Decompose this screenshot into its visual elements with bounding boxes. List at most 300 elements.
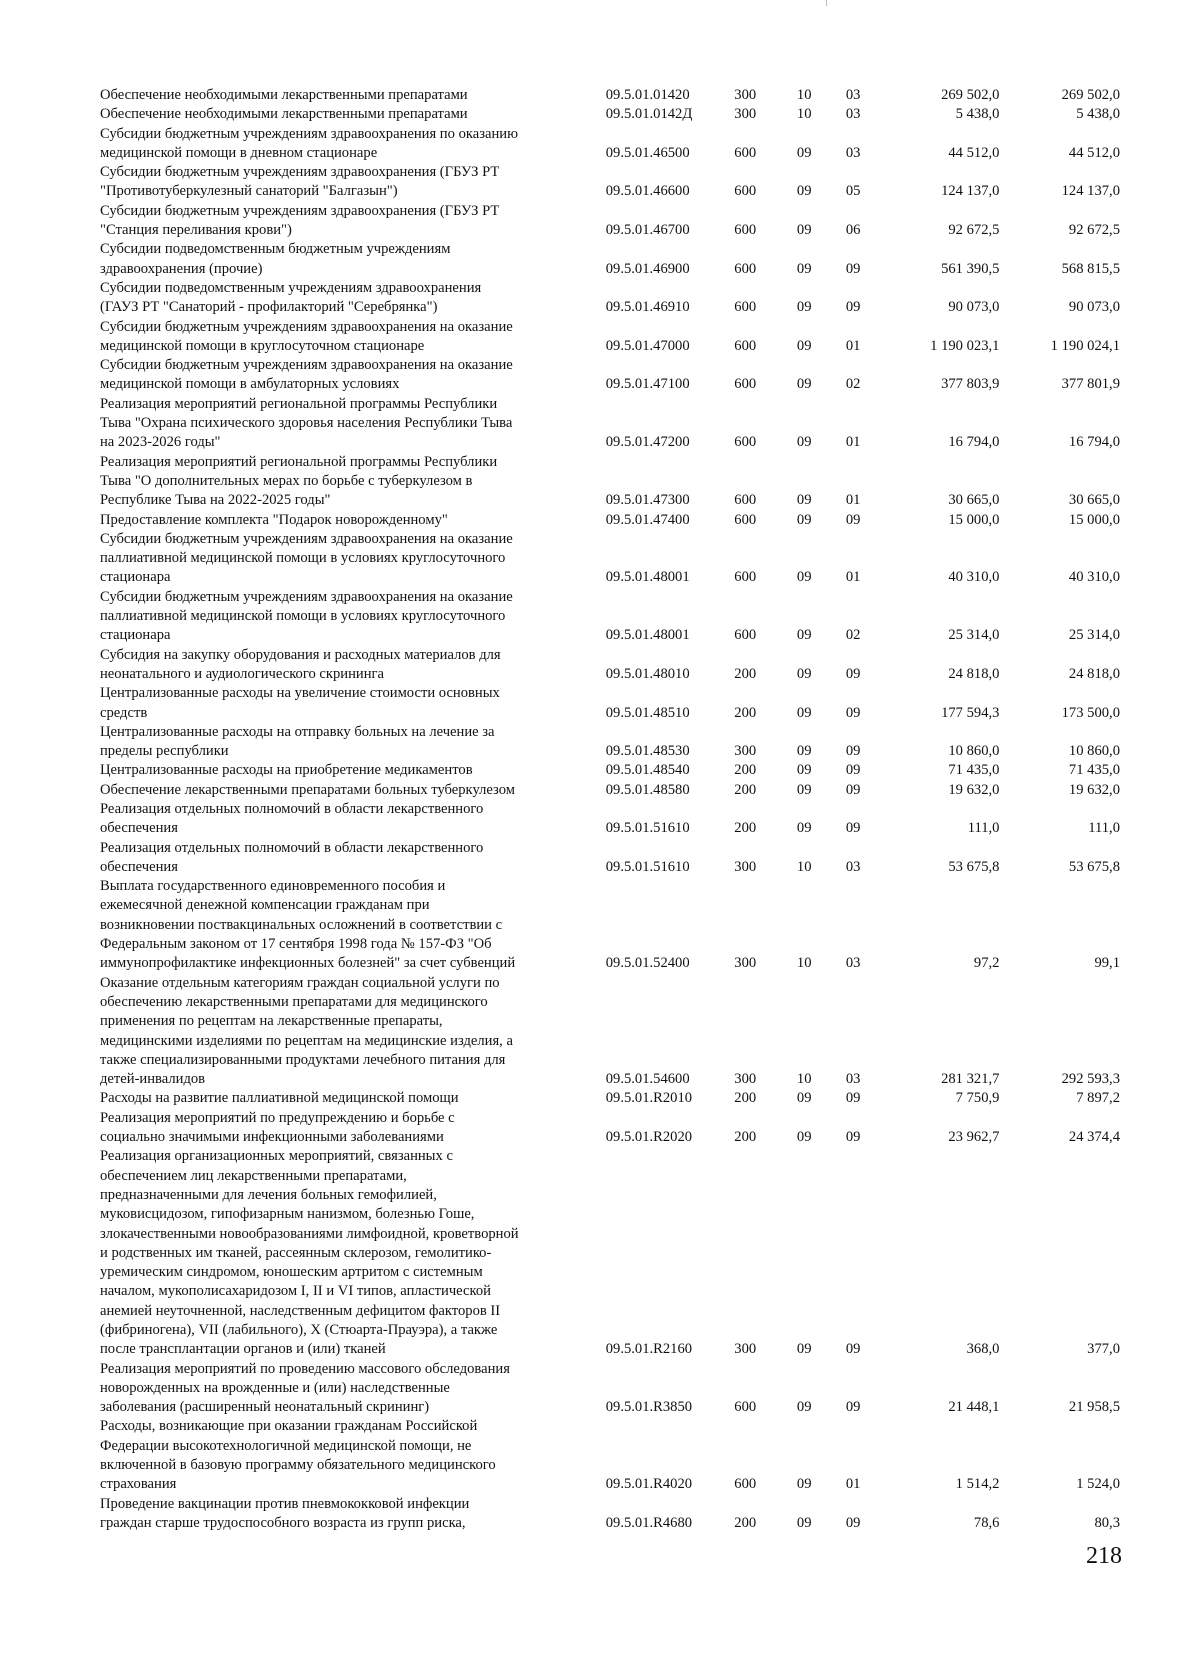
row-expense-type: 300 [734, 1341, 757, 1358]
table-row [100, 202, 1120, 241]
table-row [100, 125, 1120, 164]
row-section: 09 [796, 434, 812, 451]
row-section: 09 [796, 820, 812, 837]
row-section: 09 [796, 1341, 812, 1358]
table-row [100, 761, 1120, 780]
row-subsection: 03 [845, 1071, 861, 1088]
row-subsection: 09 [845, 260, 861, 277]
row-name-line: обеспечению лекарственными препаратами для медицинского [100, 993, 488, 1010]
row-name-line: обеспечения [100, 858, 178, 875]
row-name-line: Реализация мероприятий по проведению массового обследования [100, 1360, 510, 1377]
row-code: 09.5.01.47000 [605, 337, 690, 354]
row-subsection: 03 [845, 87, 861, 103]
row-sum-2: 377 801,9 [1061, 376, 1120, 393]
row-sum-2: 124 137,0 [1061, 183, 1120, 200]
row-sum-1: 269 502,0 [941, 87, 1000, 103]
row-sum-1: 23 962,7 [948, 1129, 1000, 1146]
row-sum-1: 92 672,5 [948, 222, 1000, 239]
row-subsection: 03 [845, 106, 861, 123]
row-name-line: предназначенными для лечения больных гемофилией, [100, 1186, 437, 1203]
row-sum-2: 7 897,2 [1076, 1090, 1120, 1107]
row-sum-1: 97,2 [973, 955, 1000, 972]
row-subsection: 09 [845, 665, 861, 682]
row-sum-2: 173 500,0 [1061, 704, 1120, 721]
row-sum-1: 1 514,2 [955, 1476, 1000, 1493]
row-code: 09.5.01.48001 [605, 569, 690, 586]
row-code: 09.5.01.48580 [605, 781, 690, 798]
row-sum-1: 44 512,0 [948, 144, 1000, 161]
row-name-line: стационара [100, 627, 171, 644]
row-code: 09.5.01.48001 [605, 627, 690, 644]
row-name [100, 395, 606, 453]
row-section: 09 [796, 743, 812, 760]
row-name-line: паллиативной медицинской помощи в условиях круглосуточного [100, 550, 506, 567]
row-expense-type: 200 [734, 1514, 757, 1531]
row-sum-2: 1 190 024,1 [1050, 337, 1120, 354]
row-name [100, 839, 606, 878]
row-code: 09.5.01.46600 [605, 183, 690, 200]
row-sum-2: 80,3 [1094, 1514, 1120, 1531]
row-expense-type: 600 [734, 511, 757, 528]
row-name-line: средств [100, 704, 148, 721]
row-expense-type: 300 [734, 87, 757, 103]
row-expense-type: 300 [734, 1071, 757, 1088]
row-expense-type: 300 [734, 858, 757, 875]
row-section: 09 [796, 492, 812, 509]
row-name [100, 511, 606, 530]
row-sum-1: 16 794,0 [948, 434, 1000, 451]
row-section: 09 [796, 1476, 812, 1493]
row-sum-2: 5 438,0 [1076, 106, 1120, 123]
table-row [100, 453, 1120, 511]
row-name-line: Субсидии бюджетным учреждениям здравоохранения на оказание [100, 530, 513, 547]
row-name-line: Тыва "Охрана психического здоровья населения Республики Тыва [100, 415, 513, 432]
row-name-line: Реализация организационных мероприятий, связанных с [100, 1148, 453, 1165]
row-code: 09.5.01.46900 [605, 260, 690, 277]
row-name-line: включенной в базовую программу обязательного медицинского [100, 1457, 496, 1474]
row-sum-2: 292 593,3 [1061, 1071, 1120, 1088]
row-name-line: Субсидии бюджетным учреждениям здравоохранения на оказание [100, 318, 513, 335]
row-expense-type: 600 [734, 183, 757, 200]
row-name-line: Расходы, возникающие при оказании гражданам Российской [100, 1418, 478, 1435]
row-subsection: 09 [845, 820, 861, 837]
row-subsection: 01 [845, 434, 861, 451]
row-sum-2: 16 794,0 [1068, 434, 1120, 451]
row-sum-2: 71 435,0 [1068, 762, 1120, 779]
row-subsection: 06 [845, 222, 861, 239]
row-name-line: "Противотуберкулезный санаторий "Балгазын") [100, 183, 398, 200]
row-name [100, 1147, 606, 1359]
row-code: 09.5.01.47300 [605, 492, 690, 509]
row-sum-2: 99,1 [1094, 955, 1120, 972]
table-row [100, 800, 1120, 839]
row-name-line: детей-инвалидов [100, 1071, 206, 1088]
row-code: 09.5.01.R4020 [605, 1476, 693, 1493]
table-row [100, 839, 1120, 878]
row-name-line: Реализация отдельных полномочий в области лекарственного [100, 800, 484, 817]
table-row [100, 1147, 1120, 1359]
row-name [100, 453, 606, 511]
row-code: 09.5.01.R2020 [605, 1129, 693, 1146]
row-name-line: уремическим синдромом, юношеским артритом с системным [100, 1264, 483, 1281]
row-sum-2: 269 502,0 [1061, 87, 1120, 103]
row-sum-2: 44 512,0 [1068, 144, 1120, 161]
row-name-line: медицинской помощи в круглосуточном стационаре [100, 337, 425, 354]
row-name [100, 800, 606, 839]
row-name-line: Субсидии подведомственным бюджетным учреждениям [100, 241, 451, 258]
row-name [100, 646, 606, 685]
row-name-line: новорожденных на врожденные и (или) наследственные [100, 1379, 450, 1396]
row-name-line: Расходы на развитие паллиативной медицинской помощи [100, 1090, 459, 1107]
row-code: 09.5.01.48530 [605, 743, 690, 760]
row-section: 10 [796, 1071, 812, 1088]
row-code: 09.5.01.54600 [605, 1071, 690, 1088]
row-name-line: Выплата государственного единовременного пособия и [100, 878, 446, 895]
row-expense-type: 200 [734, 781, 757, 798]
table-row [100, 723, 1120, 762]
budget-table [100, 86, 1120, 1533]
row-name-line: на 2023-2026 годы" [100, 434, 221, 451]
table-row [100, 1417, 1120, 1494]
row-section: 09 [796, 781, 812, 798]
row-sum-1: 71 435,0 [948, 762, 1000, 779]
row-sum-2: 30 665,0 [1068, 492, 1120, 509]
row-section: 09 [796, 511, 812, 528]
row-expense-type: 600 [734, 1476, 757, 1493]
row-name-line: обеспечения [100, 820, 178, 837]
row-section: 09 [796, 260, 812, 277]
table-row [100, 877, 1120, 973]
page-number: 218 [1086, 1543, 1122, 1569]
scan-mark [826, 0, 827, 6]
row-name-line: (фибриногена), VII (лабильного), X (Стюарта-Прауэра), а также [100, 1322, 498, 1338]
row-code: 09.5.01.51610 [605, 858, 690, 875]
row-section: 09 [796, 1399, 812, 1416]
row-name-line: Тыва "О дополнительных мерах по борьбе с туберкулезом в [100, 472, 473, 489]
row-expense-type: 600 [734, 569, 757, 586]
row-code: 09.5.01.R3850 [605, 1399, 693, 1416]
row-name [100, 163, 606, 202]
table-row [100, 86, 1120, 105]
row-name-line: "Станция переливания крови") [100, 222, 292, 239]
row-name [100, 1109, 606, 1148]
row-sum-1: 5 438,0 [955, 106, 1000, 123]
row-subsection: 02 [845, 627, 861, 644]
row-expense-type: 200 [734, 820, 757, 837]
row-subsection: 01 [845, 1476, 861, 1493]
row-section: 09 [796, 627, 812, 644]
table-row [100, 1089, 1120, 1108]
row-subsection: 09 [845, 1090, 861, 1107]
row-code: 09.5.01.R2010 [605, 1090, 693, 1107]
row-sum-2: 10 860,0 [1068, 743, 1120, 760]
table-row [100, 105, 1120, 124]
row-name-line: злокачественными новообразованиями лимфоидной, кроветворной [100, 1225, 519, 1242]
row-expense-type: 600 [734, 260, 757, 277]
row-subsection: 09 [845, 743, 861, 760]
row-expense-type: 300 [734, 955, 757, 972]
row-name-line: Субсидии бюджетным учреждениям здравоохранения (ГБУЗ РТ [100, 202, 500, 219]
row-sum-1: 1 190 023,1 [930, 337, 1000, 354]
row-sum-2: 21 958,5 [1068, 1399, 1120, 1416]
row-name [100, 356, 606, 395]
row-name-line: Федеральным законом от 17 сентября 1998 года № 157-ФЗ "Об [100, 936, 492, 953]
row-code: 09.5.01.47100 [605, 376, 690, 393]
table-row [100, 240, 1120, 279]
row-name-line: иммунопрофилактике инфекционных болезней" за счет субвенций [100, 955, 516, 972]
row-sum-1: 111,0 [967, 820, 1000, 837]
row-subsection: 03 [845, 144, 861, 161]
row-name-line: Обеспечение лекарственными препаратами больных туберкулезом [100, 781, 515, 798]
row-section: 09 [796, 1090, 812, 1107]
row-name [100, 86, 606, 105]
row-code: 09.5.01.47200 [605, 434, 690, 451]
row-subsection: 02 [845, 376, 861, 393]
row-subsection: 09 [845, 1514, 861, 1531]
row-sum-1: 368,0 [966, 1341, 1000, 1358]
row-subsection: 03 [845, 955, 861, 972]
row-subsection: 09 [845, 704, 861, 721]
row-section: 09 [796, 1514, 812, 1531]
row-expense-type: 600 [734, 434, 757, 451]
row-expense-type: 600 [734, 337, 757, 354]
row-name-line: стационара [100, 569, 171, 586]
row-expense-type: 600 [734, 1399, 757, 1416]
table-row [100, 684, 1120, 723]
table-row [100, 530, 1120, 588]
row-name-line: Республике Тыва на 2022-2025 годы" [100, 492, 331, 509]
row-subsection: 09 [845, 1399, 861, 1416]
row-name-line: Субсидия на закупку оборудования и расходных материалов для [100, 646, 501, 663]
row-subsection: 09 [845, 762, 861, 779]
row-name [100, 105, 606, 124]
row-code: 09.5.01.52400 [605, 955, 690, 972]
row-name [100, 125, 606, 164]
row-sum-1: 25 314,0 [948, 627, 1000, 644]
row-name-line: медицинской помощи в амбулаторных условиях [100, 376, 400, 393]
table-row [100, 588, 1120, 646]
row-name [100, 588, 606, 646]
row-subsection: 01 [845, 569, 861, 586]
row-sum-2: 19 632,0 [1068, 781, 1120, 798]
row-name-line: медицинскими изделиями по рецептам на медицинские изделия, а [100, 1032, 513, 1049]
row-sum-1: 10 860,0 [948, 743, 1000, 760]
row-expense-type: 200 [734, 704, 757, 721]
row-expense-type: 200 [734, 1090, 757, 1107]
row-code: 09.5.01.01420 [605, 87, 690, 103]
row-sum-1: 7 750,9 [955, 1090, 1000, 1107]
row-sum-1: 15 000,0 [948, 511, 1000, 528]
row-name-line: анемией неуточненной, наследственным дефицитом факторов II [100, 1302, 501, 1319]
row-name-line: обеспечением лиц лекарственными препаратами, [100, 1167, 407, 1184]
row-sum-2: 24 374,4 [1068, 1129, 1120, 1146]
row-section: 10 [796, 955, 812, 972]
row-name [100, 877, 606, 973]
row-code: 09.5.01.46500 [605, 144, 690, 161]
row-sum-1: 90 073,0 [948, 299, 1000, 316]
row-section: 09 [796, 299, 812, 316]
table-row [100, 974, 1120, 1090]
row-name-line: Субсидии подведомственным учреждениям здравоохранения [100, 279, 482, 296]
row-section: 09 [796, 569, 812, 586]
row-expense-type: 300 [734, 106, 757, 123]
row-subsection: 01 [845, 337, 861, 354]
row-sum-1: 177 594,3 [941, 704, 1000, 721]
row-name [100, 1495, 606, 1534]
table-row [100, 781, 1120, 800]
row-expense-type: 600 [734, 376, 757, 393]
row-section: 09 [796, 183, 812, 200]
table-row [100, 1109, 1120, 1148]
row-name-line: Субсидии бюджетным учреждениям здравоохранения (ГБУЗ РТ [100, 164, 500, 181]
row-code: 09.5.01.R4680 [605, 1514, 693, 1531]
row-expense-type: 200 [734, 665, 757, 682]
row-name [100, 1417, 606, 1494]
table-row [100, 163, 1120, 202]
row-code: 09.5.01.R2160 [605, 1341, 693, 1358]
row-code: 09.5.01.48540 [605, 762, 690, 779]
row-sum-2: 15 000,0 [1068, 511, 1120, 528]
row-name-line: Централизованные расходы на увеличение стоимости основных [100, 685, 500, 702]
row-code: 09.5.01.47400 [605, 511, 690, 528]
row-subsection: 01 [845, 492, 861, 509]
row-expense-type: 600 [734, 222, 757, 239]
row-section: 10 [796, 858, 812, 875]
table-row [100, 511, 1120, 530]
row-name-line: Обеспечение необходимыми лекарственными препаратами [100, 87, 468, 103]
row-name-line: паллиативной медицинской помощи в условиях круглосуточного [100, 608, 506, 625]
row-subsection: 09 [845, 299, 861, 316]
row-code: 09.5.01.46910 [605, 299, 690, 316]
row-code: 09.5.01.46700 [605, 222, 690, 239]
row-sum-1: 40 310,0 [948, 569, 1000, 586]
row-name [100, 684, 606, 723]
row-section: 09 [796, 222, 812, 239]
row-section: 09 [796, 665, 812, 682]
row-name-line: Реализация мероприятий по предупреждению и борьбе с [100, 1109, 455, 1126]
table-row [100, 318, 1120, 357]
row-name [100, 1360, 606, 1418]
row-subsection: 09 [845, 1129, 861, 1146]
row-code: 09.5.01.48510 [605, 704, 690, 721]
row-name-line: муковисцидозом, гипофизарным нанизмом, болезнью Гоше, [100, 1206, 475, 1223]
row-name [100, 974, 606, 1090]
row-name [100, 240, 606, 279]
row-sum-2: 40 310,0 [1068, 569, 1120, 586]
table-row [100, 1360, 1120, 1418]
row-section: 09 [796, 337, 812, 354]
row-name-line: Субсидии бюджетным учреждениям здравоохранения на оказание [100, 357, 513, 374]
row-name [100, 723, 606, 762]
table-row [100, 356, 1120, 395]
row-name-line: медицинской помощи в дневном стационаре [100, 144, 378, 161]
row-sum-1: 30 665,0 [948, 492, 1000, 509]
row-name-line: применения по рецептам на лекарственные препараты, [100, 1013, 443, 1030]
row-name-line: Субсидии бюджетным учреждениям здравоохранения на оказание [100, 588, 513, 605]
row-name [100, 318, 606, 357]
row-subsection: 03 [845, 858, 861, 875]
row-subsection: 05 [845, 183, 861, 200]
row-name-line: здравоохранения (прочие) [100, 260, 263, 277]
row-sum-2: 1 524,0 [1076, 1476, 1120, 1493]
row-section: 09 [796, 704, 812, 721]
row-name-line: социально значимыми инфекционными заболеваниями [100, 1129, 444, 1146]
row-name [100, 781, 606, 800]
row-name [100, 761, 606, 780]
row-name-line: пределы республики [100, 743, 229, 760]
row-name-line: Предоставление комплекта "Подарок новорожденному" [100, 511, 448, 528]
table-row [100, 646, 1120, 685]
row-name-line: также специализированными продуктами лечебного питания для [100, 1051, 506, 1068]
row-sum-2: 90 073,0 [1068, 299, 1120, 316]
row-name-line: возникновении поствакцинальных осложнений в соответствии с [100, 916, 503, 933]
row-sum-2: 25 314,0 [1068, 627, 1120, 644]
row-sum-1: 24 818,0 [948, 665, 1000, 682]
row-name-line: Реализация мероприятий региональной программы Республики [100, 453, 498, 470]
row-subsection: 09 [845, 781, 861, 798]
row-name [100, 279, 606, 318]
row-expense-type: 600 [734, 627, 757, 644]
row-section: 10 [796, 87, 812, 103]
row-name [100, 1089, 606, 1108]
table-row [100, 395, 1120, 453]
row-name-line: Централизованные расходы на приобретение медикаментов [100, 762, 473, 779]
row-sum-2: 377,0 [1087, 1341, 1120, 1358]
row-expense-type: 300 [734, 743, 757, 760]
row-name-line: и родственных им тканей, рассеянным склерозом, гемолитико- [100, 1244, 492, 1261]
row-name-line: Субсидии бюджетным учреждениям здравоохранения по оказанию [100, 125, 518, 142]
row-name-line: ежемесячной денежной компенсации гражданам при [100, 897, 430, 914]
row-name-line: Реализация мероприятий региональной программы Республики [100, 395, 498, 412]
row-name-line: Централизованные расходы на отправку больных на лечение за [100, 723, 495, 740]
row-sum-1: 377 803,9 [941, 376, 1000, 393]
row-name-line: страхования [100, 1476, 177, 1493]
row-code: 09.5.01.51610 [605, 820, 690, 837]
row-name-line: заболевания (расширенный неонатальный скрининг) [100, 1399, 430, 1416]
row-name-line: Обеспечение необходимыми лекарственными препаратами [100, 106, 468, 123]
row-name-line: началом, мукополисахаридозом I, II и VI типов, апластической [100, 1283, 491, 1300]
row-sum-1: 19 632,0 [948, 781, 1000, 798]
row-name-line: неонатального и аудиологического скрининга [100, 665, 384, 682]
row-name [100, 530, 606, 588]
row-subsection: 09 [845, 1341, 861, 1358]
row-sum-1: 124 137,0 [941, 183, 1000, 200]
row-name-line: Оказание отдельным категориям граждан социальной услуги по [100, 974, 500, 991]
row-sum-1: 53 675,8 [948, 858, 1000, 875]
row-sum-2: 92 672,5 [1068, 222, 1120, 239]
row-expense-type: 200 [734, 1129, 757, 1146]
row-name-line: Реализация отдельных полномочий в области лекарственного [100, 839, 484, 856]
row-expense-type: 600 [734, 299, 757, 316]
row-expense-type: 600 [734, 492, 757, 509]
row-sum-2: 568 815,5 [1061, 260, 1120, 277]
row-code: 09.5.01.0142Д [605, 106, 693, 123]
row-name-line: (ГАУЗ РТ "Санаторий - профилакторий "Серебрянка") [100, 299, 438, 316]
table-row [100, 279, 1120, 318]
row-section: 10 [796, 106, 812, 123]
row-sum-2: 53 675,8 [1068, 858, 1120, 875]
row-name-line: Федерации высокотехнологичной медицинской помощи, не [100, 1437, 472, 1454]
row-sum-2: 24 818,0 [1068, 665, 1120, 682]
row-section: 09 [796, 144, 812, 161]
row-name-line: граждан старше трудоспособного возраста из групп риска, [100, 1514, 466, 1531]
row-sum-1: 21 448,1 [948, 1399, 1000, 1416]
row-subsection: 09 [845, 511, 861, 528]
row-section: 09 [796, 1129, 812, 1146]
row-name-line: после трансплантации органов и (или) тканей [100, 1341, 386, 1358]
row-name-line: Проведение вакцинации против пневмококковой инфекции [100, 1495, 470, 1512]
row-expense-type: 200 [734, 762, 757, 779]
